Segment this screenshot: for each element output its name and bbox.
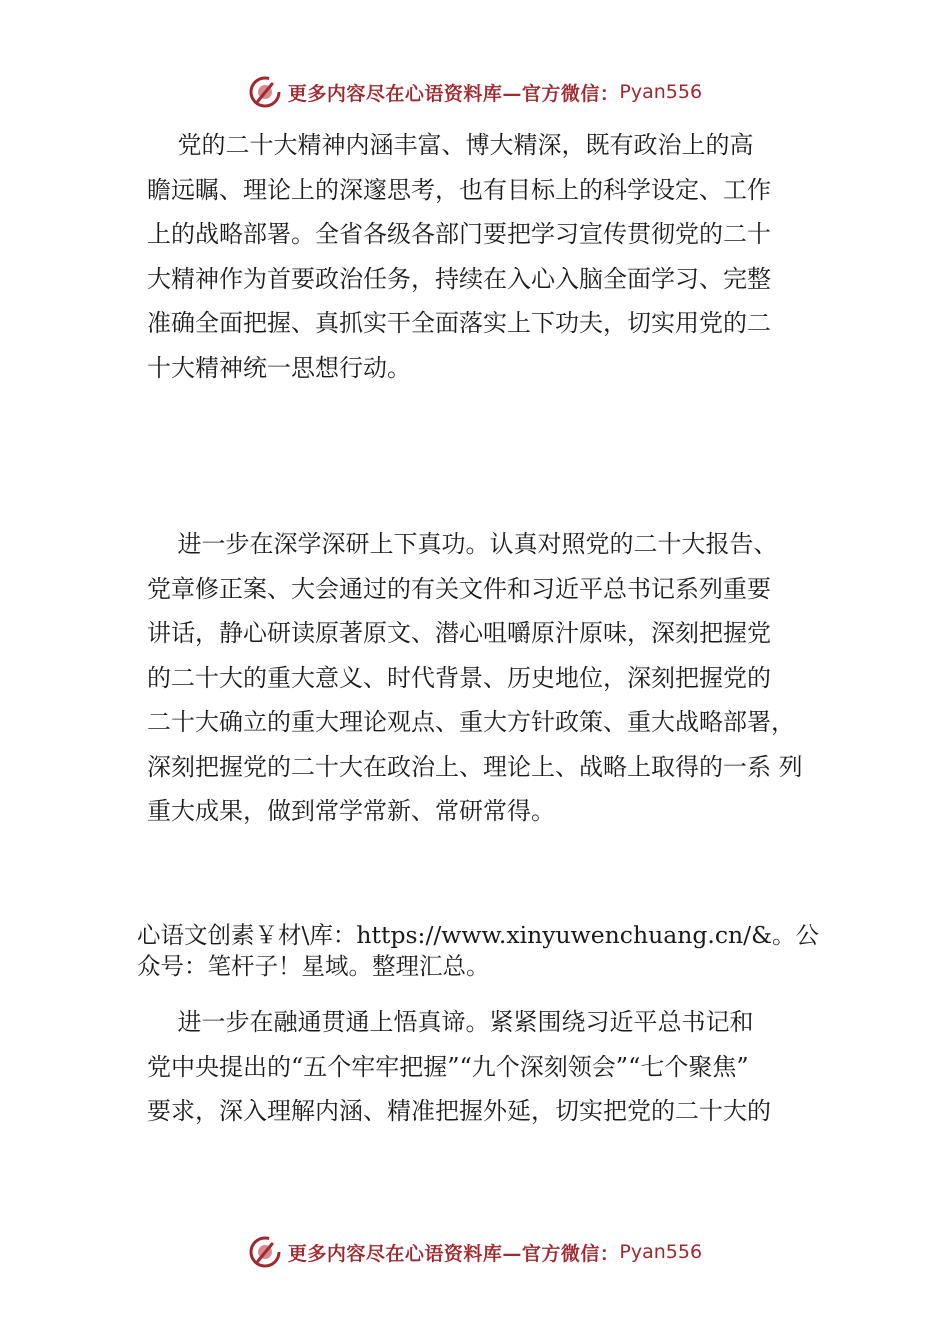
xinyu-logo-icon (248, 1235, 282, 1269)
footer-banner-text: 更多内容尽在心语资料库—官方微信： (287, 1242, 620, 1265)
footer-wechat-id: Pyan556 (619, 1241, 703, 1263)
header-banner-text: 更多内容尽在心语资料库—官方微信： (287, 82, 620, 105)
header-wechat-id: Pyan556 (619, 81, 703, 103)
header-banner (0, 72, 950, 112)
xinyu-logo-icon (248, 75, 282, 109)
paragraph-2: 进一步在深学深研上下真功。认真对照党的二十大报告、 党章修正案、大会通过的有关文件和习近平总书记系列重要 讲话，静心研读原著原文、潜心咀嚼原汁原味，深刻把握党 的二十大的重大意义、时代背景、历史地位，深刻把握党的 二十大确立的重大理论观点、重大方针政策、重大战略部署， 深刻把握党的二十大在政治上、理论上、战略上取得的一系 列 重大成果，做到常学常新、常研常得。 (147, 530, 803, 825)
footer-banner (0, 1232, 950, 1272)
paragraph-3: 进一步在融通贯通上悟真谛。紧紧围绕习近平总书记和 党中央提出的“五个牢牢把握”“九个深刻领会”“七个聚焦” 要求，深入理解内涵、精准把握外延，切实把党的二十大的 (147, 1008, 771, 1125)
paragraph-1: 党的二十大精神内涵丰富、博大精深，既有政治上的高 瞻远瞩、理论上的深邃思考，也有目标上的科学设定、工作 上的战略部署。全省各级各部门要把学习宣传贯彻党的二十 大精神作为首要政治任务，持续在入心入脑全面学习、完整 准确全面把握、真抓实干全面落实上下功夫，切实用党的二 十大精神统一思想行动。 (147, 131, 771, 382)
source-note: 心语文创素￥材\库：https://www.xinyuwenchuang.cn/&。公 众号：笔杆子！星域。整理汇总。 (137, 921, 820, 980)
